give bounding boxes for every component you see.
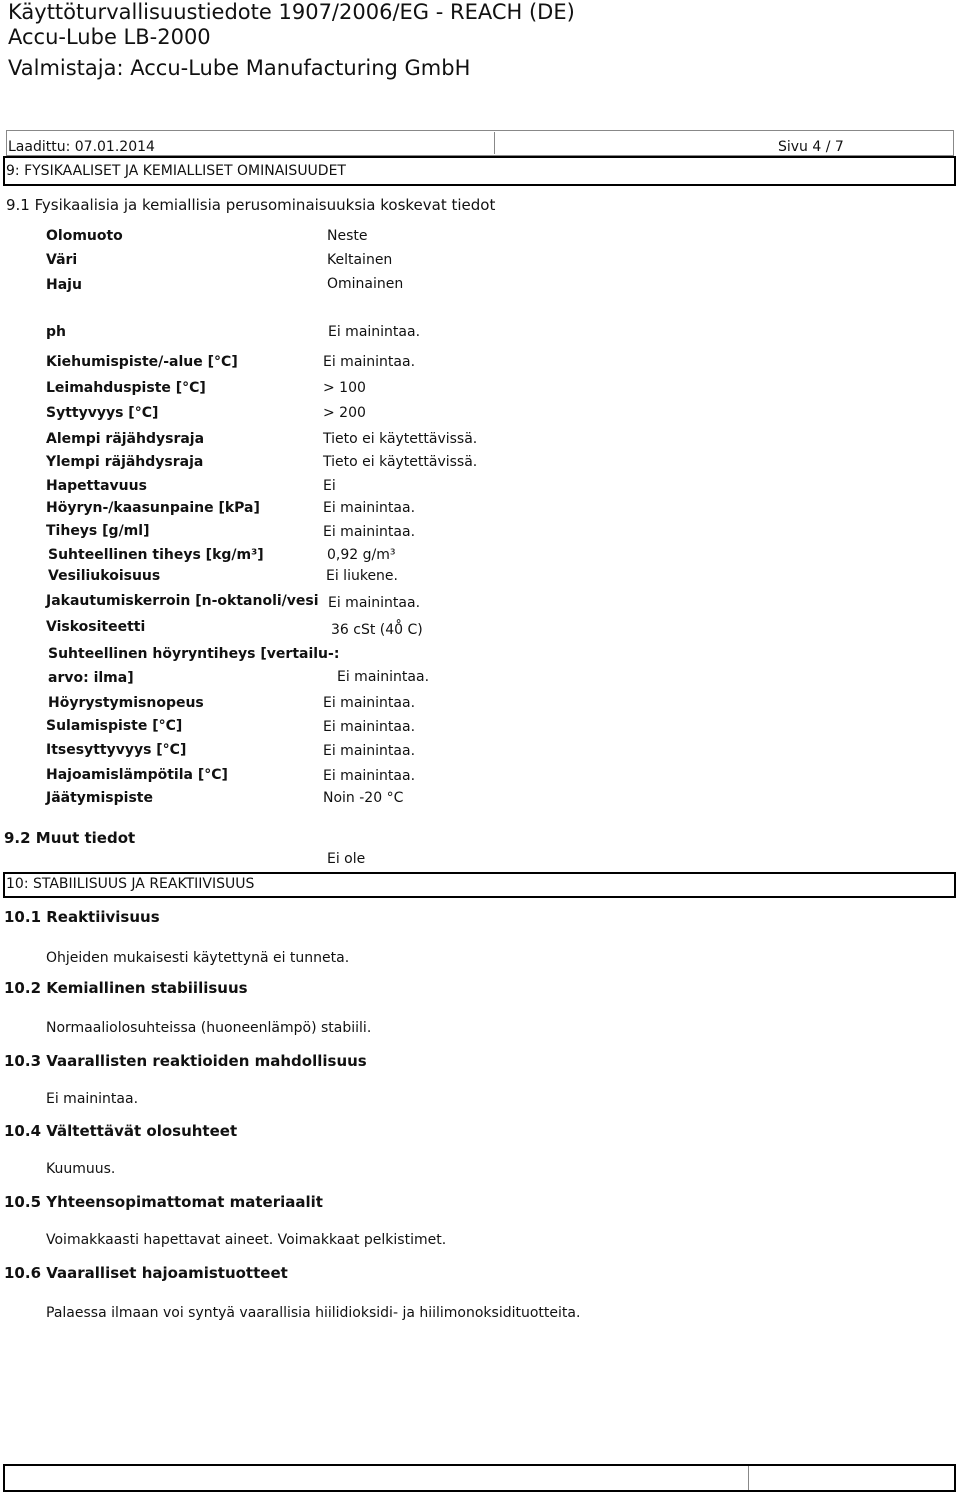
property-value: Keltainen [327, 252, 393, 268]
section-10-2-heading: 10.2 Kemiallinen stabiilisuus [4, 979, 248, 997]
section-10-4-text: Kuumuus. [46, 1161, 116, 1177]
property-label: Olomuoto [46, 228, 123, 244]
property-label: Suhteellinen tiheys [kg/m³] [48, 547, 264, 563]
document-title: Käyttöturvallisuustiedote 1907/2006/EG - REACH (DE) [8, 0, 575, 24]
section-10-6-text: Palaessa ilmaan voi syntyä vaarallisia hiilidioksidi- ja hiilimonoksidituotteita. [46, 1305, 581, 1321]
property-label: Syttyvyys [°C] [46, 405, 159, 421]
property-value: Ei mainintaa. [328, 595, 421, 611]
property-value: Noin -20 °C [323, 790, 404, 806]
property-label: Viskositeetti [46, 619, 146, 635]
property-value: > 200 [323, 405, 366, 421]
property-value: Ei mainintaa. [323, 500, 416, 516]
section-10-1-text: Ohjeiden mukaisesti käytettynä ei tunneta. [46, 950, 350, 966]
footer-divider [748, 1466, 749, 1490]
section-10-2-text: Normaaliolosuhteissa (huoneenlämpö) stabiili. [46, 1020, 372, 1036]
property-label: Höyrystymisnopeus [48, 695, 204, 711]
section-10-3-heading: 10.3 Vaarallisten reaktioiden mahdollisuus [4, 1052, 367, 1070]
property-value: Ei mainintaa. [323, 719, 416, 735]
property-label: Hapettavuus [46, 478, 147, 494]
property-label: Itsesyttyvyys [°C] [46, 742, 187, 758]
section-10-1-heading: 10.1 Reaktiivisuus [4, 908, 160, 926]
property-label: arvo: ilma] [48, 670, 134, 686]
property-value: > 100 [323, 380, 366, 396]
property-label: Suhteellinen höyryntiheys [vertailu-: [48, 646, 340, 662]
property-label: Höyryn-/kaasunpaine [kPa] [46, 500, 260, 516]
section-9-2-heading: 9.2 Muut tiedot [4, 829, 136, 847]
property-label: Kiehumispiste/-alue [°C] [46, 354, 238, 370]
property-value: Ei mainintaa. [323, 695, 416, 711]
property-value: Tieto ei käytettävissä. [323, 431, 478, 447]
property-value: Ominainen [327, 276, 404, 292]
property-label: Jäätymispiste [46, 790, 153, 806]
section-10-6-heading: 10.6 Vaaralliset hajoamistuotteet [4, 1264, 288, 1282]
section-10-5-text: Voimakkaasti hapettavat aineet. Voimakkaat pelkistimet. [46, 1232, 447, 1248]
property-label: Leimahduspiste [°C] [46, 380, 206, 396]
property-value: Ei [323, 478, 336, 494]
property-value: 0,92 g/m³ [327, 547, 396, 563]
property-label: Väri [46, 252, 78, 268]
property-label: Jakautumiskerroin [n-oktanoli/vesi [46, 593, 319, 609]
footer-box [3, 1464, 956, 1492]
property-value: Ei mainintaa. [323, 354, 416, 370]
property-value: Tieto ei käytettävissä. [323, 454, 478, 470]
property-label: Alempi räjähdysraja [46, 431, 205, 447]
manufacturer: Valmistaja: Accu-Lube Manufacturing GmbH [8, 56, 471, 80]
property-value: Ei mainintaa. [323, 743, 416, 759]
property-label: Haju [46, 277, 82, 293]
property-label: Vesiliukoisuus [48, 568, 161, 584]
section-9-1-heading: 9.1 Fysikaalisia ja kemiallisia perusominaisuuksia koskevat tiedot [6, 196, 496, 214]
section-10-title: 10: STABIILISUUS JA REAKTIIVISUUS [6, 876, 255, 892]
revision-date: Laadittu: 07.01.2014 [8, 139, 155, 155]
page-number: Sivu 4 / 7 [778, 139, 844, 155]
property-value: Ei mainintaa. [328, 324, 421, 340]
section-10-4-heading: 10.4 Vältettävät olosuhteet [4, 1122, 238, 1140]
property-value: Ei liukene. [326, 568, 398, 584]
section-9-title: 9: FYSIKAALISET JA KEMIALLISET OMINAISUUDET [6, 163, 346, 179]
property-label: Ylempi räjähdysraja [46, 454, 204, 470]
product-name: Accu-Lube LB-2000 [8, 25, 211, 49]
property-value: 36 cSt (40̊ C) [331, 622, 423, 638]
property-value: Neste [327, 228, 368, 244]
section-9-2-value: Ei ole [327, 851, 366, 867]
property-value: Ei mainintaa. [323, 524, 416, 540]
property-label: Sulamispiste [°C] [46, 718, 183, 734]
section-10-3-text: Ei mainintaa. [46, 1091, 139, 1107]
property-label: ph [46, 324, 66, 340]
property-value: Ei mainintaa. [323, 768, 416, 784]
property-value: Ei mainintaa. [337, 669, 430, 685]
meta-divider [494, 132, 495, 154]
property-label: Tiheys [g/ml] [46, 523, 150, 539]
section-10-5-heading: 10.5 Yhteensopimattomat materiaalit [4, 1193, 323, 1211]
property-label: Hajoamislämpötila [°C] [46, 767, 228, 783]
